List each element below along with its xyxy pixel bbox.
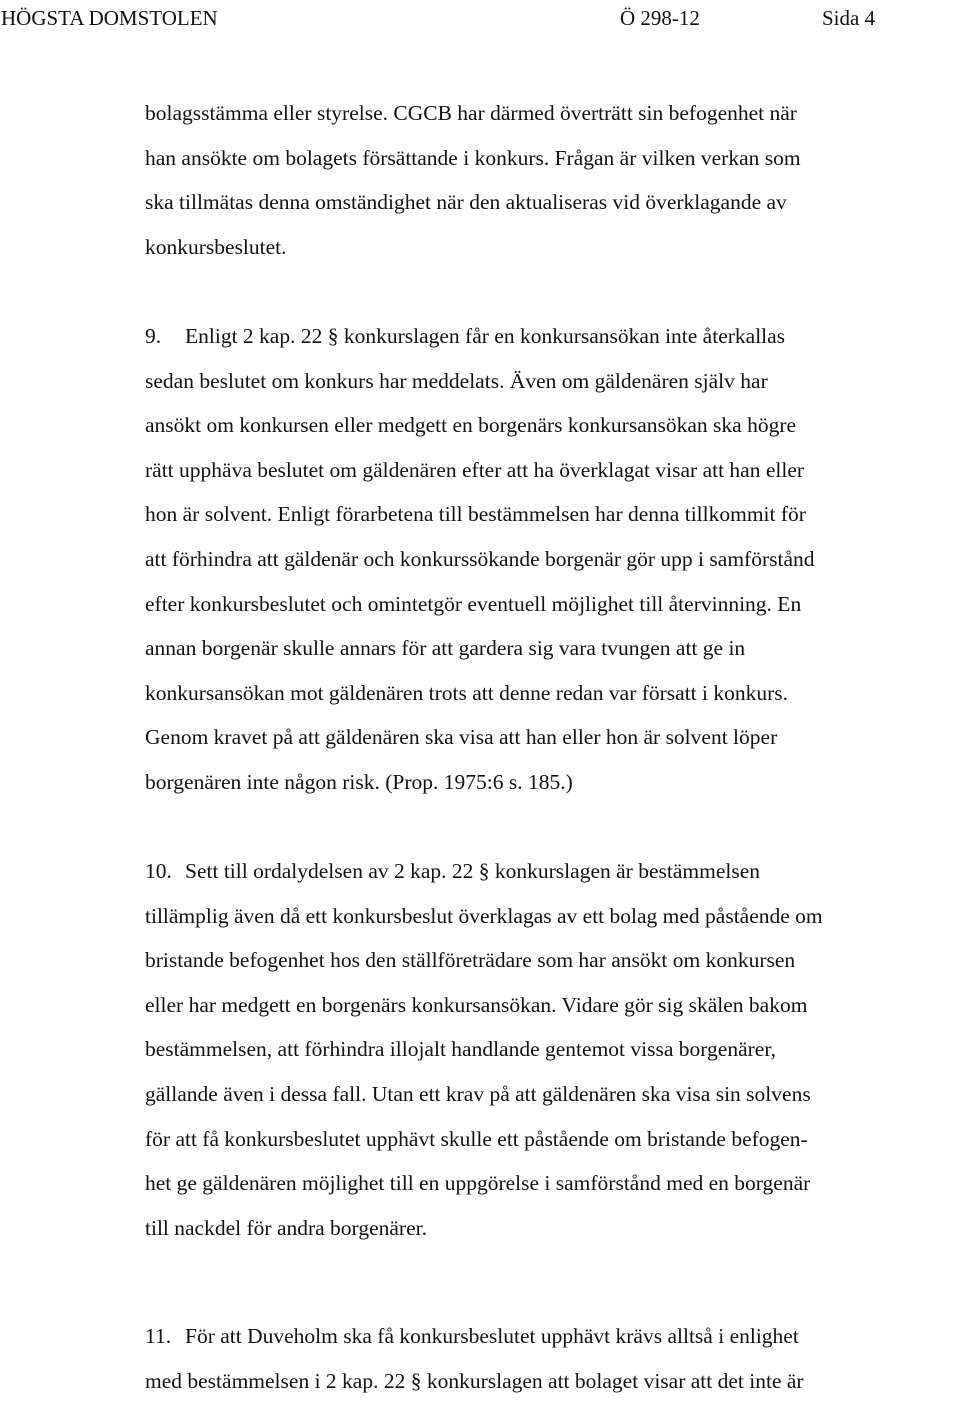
court-name: HÖGSTA DOMSTOLEN xyxy=(1,6,218,30)
paragraph-gap xyxy=(145,805,960,850)
text-line: Sett till ordalydelsen av 2 kap. 22 § konkurslagen är bestämmelsen xyxy=(185,859,760,884)
paragraph-first-line xyxy=(145,1314,960,1359)
text-line: för att få konkursbeslutet upphävt skulle ett påstående om bristande befogen- xyxy=(145,1126,808,1151)
text-line: konkursansökan mot gäldenären trots att denne redan var försatt i konkurs. xyxy=(145,680,789,705)
text-line: efter konkursbeslutet och omintetgör eventuell möjlighet till återvinning. En xyxy=(145,591,802,616)
text-line: hon är solvent. Enligt förarbetena till bestämmelsen har denna tillkommit för xyxy=(145,502,806,527)
text-line: bolagsstämma eller styrelse. CGCB har därmed överträtt sin befogenhet när xyxy=(145,101,797,125)
text-line: Genom kravet på att gäldenären ska visa att han eller hon är solvent löper xyxy=(145,725,778,750)
text-line: att förhindra att gäldenär och konkurssökande borgenär gör upp i samförstånd xyxy=(145,546,815,571)
paragraph-11 xyxy=(145,1314,960,1403)
text-line: annan borgenär skulle annars för att gardera sig vara tvungen att ge in xyxy=(145,636,746,661)
paragraph-gap xyxy=(145,1250,960,1314)
text-line: till nackdel för andra borgenärer. xyxy=(145,1215,427,1240)
paragraph-9 xyxy=(145,314,960,805)
text-line: Enligt 2 kap. 22 § konkurslagen får en konkursansökan inte återkallas xyxy=(185,323,786,348)
page-number: Sida 4 xyxy=(822,6,876,30)
paragraph-gap xyxy=(145,269,960,314)
text-line: borgenären inte någon risk. (Prop. 1975:6 s. 185.) xyxy=(145,769,573,794)
text-line: rätt upphäva beslutet om gäldenären efter att ha överklagat visar att han eller xyxy=(145,457,805,482)
document-body xyxy=(145,91,960,1404)
text-line: bestämmelsen, att förhindra illojalt handlande gentemot vissa borgenärer, xyxy=(145,1037,777,1062)
case-number: Ö 298-12 xyxy=(620,6,700,30)
text-line: eller har medgett en borgenärs konkursansökan. Vidare gör sig skälen bakom xyxy=(145,992,808,1017)
text-line: konkursbeslutet. xyxy=(145,234,287,259)
text-line: gällande även i dessa fall. Utan ett krav på att gäldenären ska visa sin solvens xyxy=(145,1082,811,1107)
text-line: bristande befogenhet hos den ställföreträdare som har ansökt om konkursen xyxy=(145,948,796,973)
text-line: het ge gäldenären möjlighet till en uppgörelse i samförstånd med en borgenär xyxy=(145,1171,811,1196)
paragraph-first-line xyxy=(145,849,960,894)
page-header xyxy=(0,4,960,32)
text-line: ska tillmätas denna omständighet när den aktualiseras vid överklagande av xyxy=(145,190,787,215)
paragraph-10 xyxy=(145,849,960,1250)
paragraph-first-line xyxy=(145,314,960,359)
intro-paragraph xyxy=(145,91,960,269)
text-line: ansökt om konkursen eller medgett en borgenärs konkursansökan ska högre xyxy=(145,413,797,438)
paragraph-number: 11. xyxy=(145,1324,172,1349)
text-line: För att Duveholm ska få konkursbeslutet upphävt krävs alltså i enlighet xyxy=(185,1324,799,1349)
text-line: han ansökte om bolagets försättande i konkurs. Frågan är vilken verkan som xyxy=(145,145,801,170)
text-line: sedan beslutet om konkurs har meddelats. Även om gäldenären själv har xyxy=(145,368,768,393)
text-line: tillämplig även då ett konkursbeslut överklagas av ett bolag med påstående om xyxy=(145,903,823,928)
paragraph-number: 9. xyxy=(145,323,162,348)
paragraph-number: 10. xyxy=(145,859,172,884)
text-line: med bestämmelsen i 2 kap. 22 § konkurslagen att bolaget visar att det inte är xyxy=(145,1369,804,1394)
